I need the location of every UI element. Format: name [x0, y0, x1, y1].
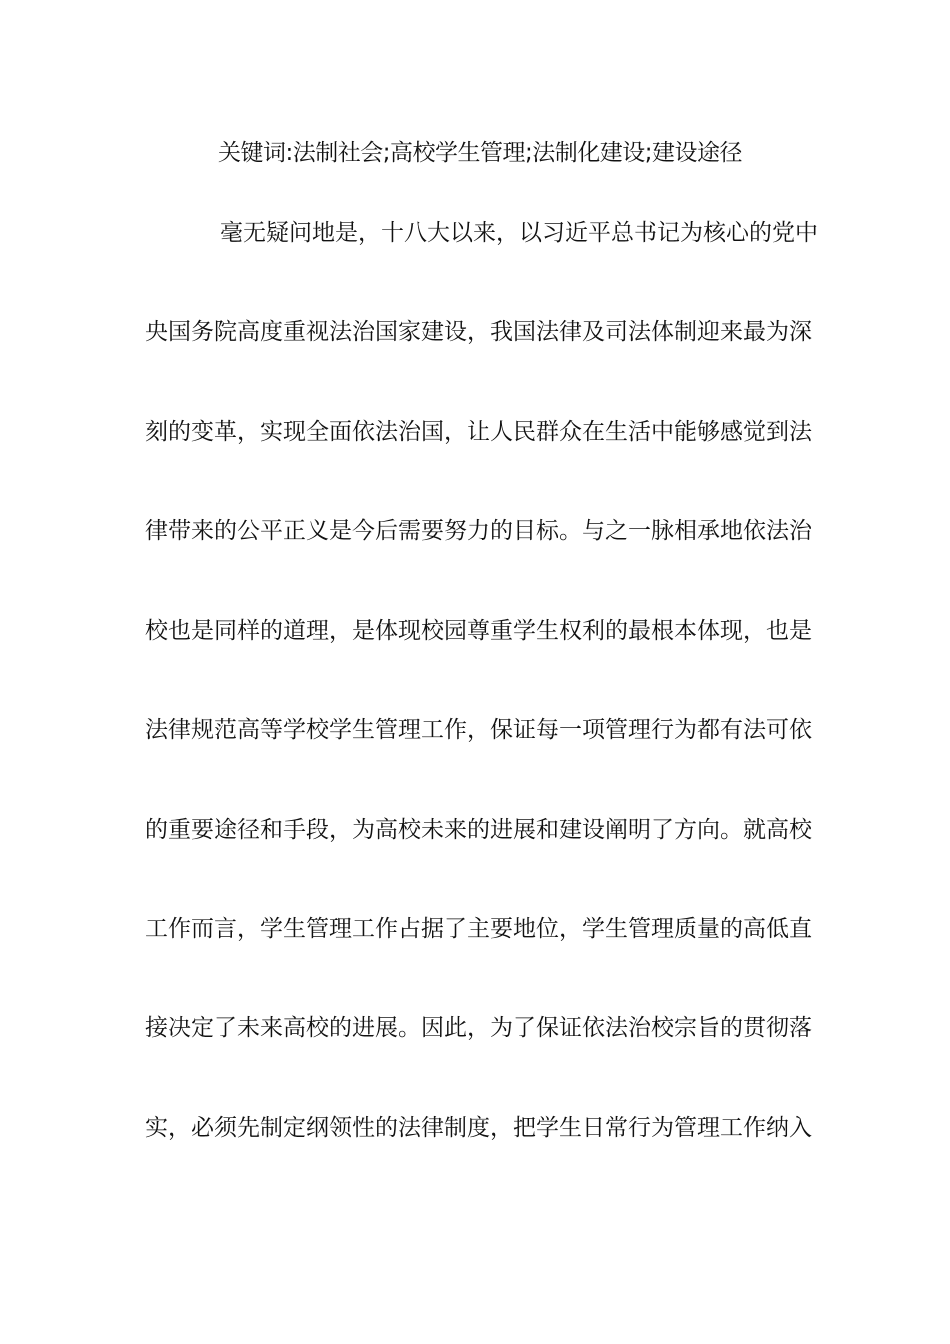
paragraph-line: 工作而言，学生管理工作占据了主要地位，学生管理质量的高低直: [145, 916, 812, 942]
paragraph-line: 实，必须先制定纲领性的法律制度，把学生日常行为管理工作纳入: [145, 1115, 812, 1141]
paragraph-line: 毫无疑问地是，十八大以来，以习近平总书记为核心的党中: [220, 220, 818, 246]
paragraph-line: 校也是同样的道理，是体现校园尊重学生权利的最根本体现，也是: [145, 618, 812, 644]
paragraph-line: 央国务院高度重视法治国家建设，我国法律及司法体制迎来最为深: [145, 319, 812, 345]
paragraph-line: 接决定了未来高校的进展。因此，为了保证依法治校宗旨的贯彻落: [145, 1015, 812, 1041]
paragraph-line: 刻的变革，实现全面依法治国，让人民群众在生活中能够感觉到法: [145, 419, 812, 445]
paragraph-line: 法律规范高等学校学生管理工作，保证每一项管理行为都有法可依: [145, 717, 812, 743]
paragraph-line: 的重要途径和手段，为高校未来的进展和建设阐明了方向。就高校: [145, 817, 812, 843]
paragraph-line: 律带来的公平正义是今后需要努力的目标。与之一脉相承地依法治: [145, 518, 812, 544]
keywords-line: 关键词:法制社会;高校学生管理;法制化建设;建设途径: [218, 140, 742, 166]
